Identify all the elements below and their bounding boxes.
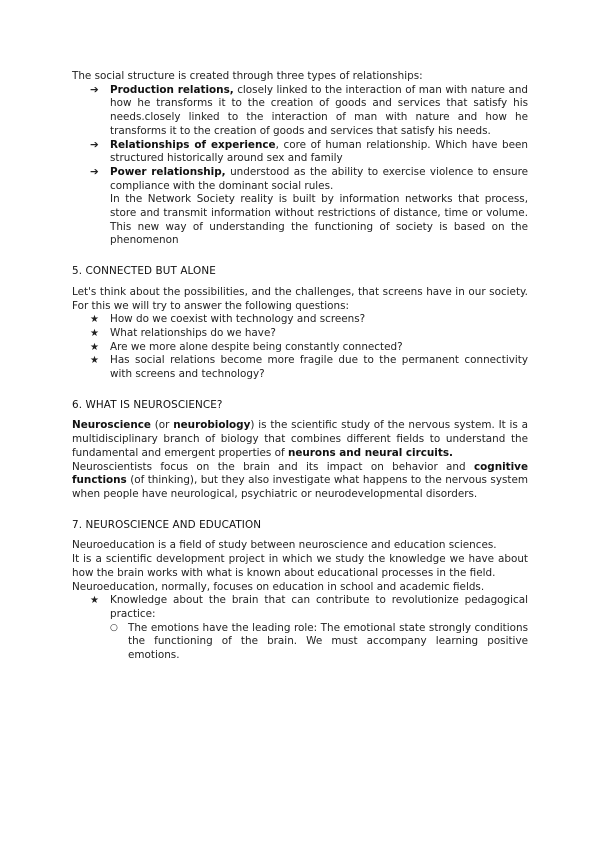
star-icon: ★	[90, 355, 99, 367]
term: neurobiology	[173, 419, 251, 432]
sub-bullet-text: The emotions have the leading role: The emotional state strongly conditions the functioning of the brain. We must accompany learning positive emotions.	[128, 621, 528, 662]
list-item	[90, 354, 528, 381]
term: cognitive functions	[72, 460, 528, 487]
section-heading: 6. WHAT IS NEUROSCIENCE?	[72, 398, 223, 411]
list-item	[90, 166, 528, 193]
question-list	[72, 313, 528, 382]
item-text: closely linked to the interaction of man with nature and how he transforms it to the creation of goods and services that satisfy his needs.closely linked to the interaction of man with nature and how he transforms it to the creation of goods and services that satisfy his needs.	[110, 83, 528, 137]
document-page	[72, 70, 528, 663]
question-text: Are we more alone despite being constantly connected?	[110, 340, 403, 353]
paragraph: Neuroeducation, normally, focuses on education in school and academic fields.	[72, 580, 485, 593]
star-icon: ★	[90, 595, 99, 607]
knowledge-list	[72, 594, 528, 621]
text: ) is the scientific study of the nervous system. It is a multidisciplinary branch of biology that combines different fields to understand the fundamental and emergent properties of	[72, 419, 528, 459]
item-term: Relationships of experience	[110, 138, 276, 151]
arrow-icon: ➔	[90, 83, 99, 96]
neuroscientists-paragraph	[72, 461, 528, 502]
network-paragraph: In the Network Society reality is built by information networks that process, store and transmit information without restrictions of distance, time or volume. This new way of understanding the functioning of society is based on the phenomenon	[110, 193, 528, 247]
list-item	[90, 84, 528, 139]
section-6	[72, 399, 528, 502]
paragraph: It is a scientific development project in which we study the knowledge we have about how the brain works with what is known about educational processes in the field.	[72, 553, 528, 579]
neuroscience-paragraph	[72, 419, 528, 460]
question-text: What relationships do we have?	[110, 326, 276, 339]
star-icon: ★	[90, 341, 99, 353]
list-item	[90, 313, 528, 327]
arrow-icon: ➔	[90, 138, 99, 151]
term: neurons and neural circuits.	[287, 446, 453, 459]
term: Neuroscience	[72, 419, 151, 432]
list-item	[110, 622, 528, 663]
question-text: How do we coexist with technology and screens?	[110, 313, 366, 326]
list-item	[90, 341, 528, 355]
relationship-list	[72, 84, 528, 194]
item-text: understood as the ability to exercise violence to ensure compliance with the dominant social rules.	[110, 165, 529, 192]
emotions-sublist	[72, 622, 528, 663]
item-term: Power relationship,	[110, 165, 226, 178]
star-icon: ★	[90, 327, 99, 339]
list-item	[90, 139, 528, 166]
item-text: , core of human relationship. Which have been structured historically around sex and family	[110, 138, 529, 165]
section-heading: 5. CONNECTED BUT ALONE	[72, 265, 216, 278]
text: (of thinking), but they also investigate what happens to the nervous system when people have neurological, psychiatric or neurodevelopmental disorders.	[72, 474, 528, 500]
section-7	[72, 519, 528, 663]
list-item	[90, 594, 528, 621]
list-item	[90, 327, 528, 341]
text: Neuroscientists focus on the brain and its impact on behavior and	[72, 460, 474, 473]
arrow-icon: ➔	[90, 165, 99, 178]
question-text: Has social relations become more fragile due to the permanent connectivity with screens and technology?	[110, 354, 528, 381]
item-term: Production relations,	[110, 83, 234, 96]
circle-icon: ○	[110, 622, 118, 633]
section-lead: Let's think about the possibilities, and the challenges, that screens have in our society. For this we will try to answer the following questions:	[72, 285, 528, 312]
section-heading: 7. NEUROSCIENCE AND EDUCATION	[72, 518, 262, 531]
text: (or	[150, 419, 174, 432]
intro-section	[72, 70, 528, 248]
bullet-text: Knowledge about the brain that can contribute to revolutionize pedagogical practice:	[110, 594, 528, 620]
paragraph: Neuroeducation is a field of study between neuroscience and education sciences.	[72, 539, 497, 552]
intro-lead: The social structure is created through three types of relationships:	[72, 70, 423, 82]
section-5	[72, 265, 528, 382]
star-icon: ★	[90, 314, 99, 326]
